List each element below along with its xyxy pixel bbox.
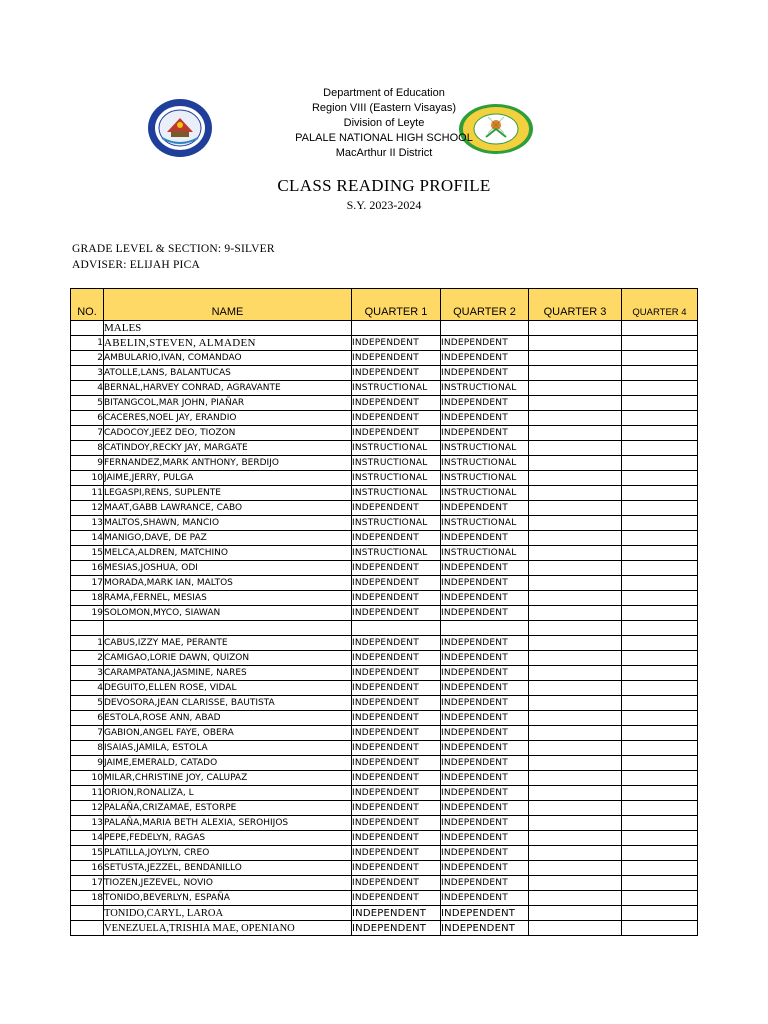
- quarter-4-level: [622, 921, 698, 936]
- males-section-row: [71, 321, 698, 336]
- student-name: PALAÑA,CRIZAMAE, ESTORPE: [104, 801, 352, 816]
- header-region: Region VIII (Eastern Visayas): [311, 102, 457, 114]
- quarter-2-level: INDEPENDENT: [441, 426, 529, 441]
- quarter-3-level: [529, 486, 622, 501]
- quarter-3-level: [529, 591, 622, 606]
- quarter-4-level: [622, 906, 698, 921]
- quarter-3-level: [529, 531, 622, 546]
- quarter-3-level: [529, 666, 622, 681]
- quarter-3-level: [529, 426, 622, 441]
- quarter-2-level: INDEPENDENT: [441, 846, 529, 861]
- row-number: 15: [71, 846, 104, 861]
- quarter-4-level: [622, 576, 698, 591]
- header-name: NAME: [104, 289, 352, 321]
- row-number: 8: [71, 441, 104, 456]
- row-number: 18: [71, 591, 104, 606]
- student-name: MALTOS,SHAWN, MANCIO: [104, 516, 352, 531]
- quarter-2-level: INDEPENDENT: [441, 501, 529, 516]
- student-name: SOLOMON,MYCO, SIAWAN: [104, 606, 352, 621]
- quarter-1-level: INDEPENDENT: [352, 576, 441, 591]
- quarter-2-level: INDEPENDENT: [441, 351, 529, 366]
- table-row: [71, 396, 698, 411]
- header-quarter-4: QUARTER 4: [622, 289, 698, 321]
- quarter-3-level: [529, 756, 622, 771]
- student-name: ATOLLE,LANS, BALANTUCAS: [104, 366, 352, 381]
- quarter-4-level: [622, 786, 698, 801]
- row-number: 11: [71, 786, 104, 801]
- quarter-1-level: INDEPENDENT: [352, 606, 441, 621]
- quarter-4-level: [622, 711, 698, 726]
- table-row: [71, 591, 698, 606]
- quarter-1-level: INDEPENDENT: [352, 426, 441, 441]
- quarter-1-level: INDEPENDENT: [352, 771, 441, 786]
- student-name: ORION,RONALIZA, L: [104, 786, 352, 801]
- row-number: 9: [71, 756, 104, 771]
- quarter-2-level: INDEPENDENT: [441, 561, 529, 576]
- quarter-4-level: [622, 471, 698, 486]
- quarter-4-level: [622, 771, 698, 786]
- table-row: [71, 576, 698, 591]
- row-number: 13: [71, 816, 104, 831]
- school-year: S.Y. 2023-2024: [346, 198, 422, 212]
- table-row: [71, 876, 698, 891]
- quarter-4-level: [622, 726, 698, 741]
- quarter-2-level: INSTRUCTIONAL: [441, 546, 529, 561]
- table-row: [71, 381, 698, 396]
- reading-profile-table: [70, 288, 698, 936]
- quarter-3-level: [529, 336, 622, 351]
- quarter-2-level: INSTRUCTIONAL: [441, 486, 529, 501]
- grade-section: GRADE LEVEL & SECTION: 9-SILVER: [72, 243, 275, 255]
- quarter-3-level: [529, 561, 622, 576]
- student-name: ABELIN,STEVEN, ALMADEN: [104, 336, 352, 351]
- quarter-4-level: [622, 426, 698, 441]
- quarter-4-level: [622, 816, 698, 831]
- student-name: TIOZEN,JEZEVEL, NOVIO: [104, 876, 352, 891]
- row-number: 1: [71, 636, 104, 651]
- table-row: [71, 636, 698, 651]
- letterhead: [0, 86, 768, 161]
- table-row: [71, 786, 698, 801]
- separator-row: [71, 621, 698, 636]
- quarter-2-level: INDEPENDENT: [441, 531, 529, 546]
- quarter-4-level: [622, 516, 698, 531]
- student-name: TONIDO,BEVERLYN, ESPAÑA: [104, 891, 352, 906]
- quarter-4-level: [622, 546, 698, 561]
- quarter-3-level: [529, 876, 622, 891]
- header-quarter-2: QUARTER 2: [441, 289, 529, 321]
- row-number: 16: [71, 861, 104, 876]
- student-name: MANIGO,DAVE, DE PAZ: [104, 531, 352, 546]
- table-row: [71, 501, 698, 516]
- row-number: 16: [71, 561, 104, 576]
- quarter-2-level: INDEPENDENT: [441, 606, 529, 621]
- student-name: AMBULARIO,IVAN, COMANDAO: [104, 351, 352, 366]
- quarter-3-level: [529, 801, 622, 816]
- quarter-4-level: [622, 651, 698, 666]
- student-name: JAIME,EMERALD, CATADO: [104, 756, 352, 771]
- quarter-4-level: [622, 831, 698, 846]
- table-row: [71, 741, 698, 756]
- row-number: 7: [71, 726, 104, 741]
- student-name: ISAIAS,JAMILA, ESTOLA: [104, 741, 352, 756]
- quarter-1-level: INDEPENDENT: [352, 651, 441, 666]
- quarter-3-level: [529, 576, 622, 591]
- row-number: 6: [71, 711, 104, 726]
- row-number: 12: [71, 501, 104, 516]
- quarter-4-level: [622, 336, 698, 351]
- table-row: [71, 411, 698, 426]
- quarter-1-level: INSTRUCTIONAL: [352, 471, 441, 486]
- student-name: CATINDOY,RECKY JAY, MARGATE: [104, 441, 352, 456]
- quarter-4-level: [622, 591, 698, 606]
- quarter-1-level: INDEPENDENT: [352, 681, 441, 696]
- quarter-4-level: [622, 561, 698, 576]
- quarter-1-level: INDEPENDENT: [352, 786, 441, 801]
- quarter-4-level: [622, 861, 698, 876]
- student-name: MORADA,MARK IAN, MALTOS: [104, 576, 352, 591]
- header-school: PALALE NATIONAL HIGH SCHOOL: [295, 132, 473, 144]
- row-number: 2: [71, 651, 104, 666]
- quarter-3-level: [529, 381, 622, 396]
- row-number: 11: [71, 486, 104, 501]
- quarter-1-level: INSTRUCTIONAL: [352, 456, 441, 471]
- student-name: FERNANDEZ,MARK ANTHONY, BERDIJO: [104, 456, 352, 471]
- table-row: [71, 891, 698, 906]
- quarter-4-level: [622, 891, 698, 906]
- table-row: [71, 351, 698, 366]
- quarter-3-level: [529, 651, 622, 666]
- student-name: PLATILLA,JOYLYN, CREO: [104, 846, 352, 861]
- student-name: VENEZUELA,TRISHIA MAE, OPENIANO: [104, 921, 352, 936]
- table-row: [71, 906, 698, 921]
- row-number: 5: [71, 696, 104, 711]
- row-number: 17: [71, 576, 104, 591]
- table-row: [71, 861, 698, 876]
- quarter-2-level: INDEPENDENT: [441, 411, 529, 426]
- row-number: 17: [71, 876, 104, 891]
- row-number: [71, 906, 104, 921]
- table-row: [71, 711, 698, 726]
- quarter-2-level: INDEPENDENT: [441, 741, 529, 756]
- table-row: [71, 531, 698, 546]
- quarter-2-level: INDEPENDENT: [441, 396, 529, 411]
- table-row: [71, 471, 698, 486]
- quarter-1-level: INSTRUCTIONAL: [352, 381, 441, 396]
- student-name: RAMA,FERNEL, MESIAS: [104, 591, 352, 606]
- quarter-1-level: INDEPENDENT: [352, 741, 441, 756]
- table-row: [71, 561, 698, 576]
- table-row: [71, 921, 698, 936]
- quarter-2-level: INDEPENDENT: [441, 891, 529, 906]
- quarter-3-level: [529, 606, 622, 621]
- quarter-3-level: [529, 441, 622, 456]
- quarter-4-level: [622, 741, 698, 756]
- student-name: GABION,ANGEL FAYE, OBERA: [104, 726, 352, 741]
- quarter-3-level: [529, 846, 622, 861]
- quarter-3-level: [529, 546, 622, 561]
- quarter-2-level: INDEPENDENT: [441, 666, 529, 681]
- student-name: ESTOLA,ROSE ANN, ABAD: [104, 711, 352, 726]
- table-row: [71, 771, 698, 786]
- quarter-3-level: [529, 471, 622, 486]
- row-number: 2: [71, 351, 104, 366]
- quarter-1-level: INDEPENDENT: [352, 366, 441, 381]
- quarter-2-level: INDEPENDENT: [441, 876, 529, 891]
- quarter-4-level: [622, 876, 698, 891]
- quarter-2-level: INDEPENDENT: [441, 711, 529, 726]
- quarter-4-level: [622, 441, 698, 456]
- student-name: TONIDO,CARYL, LAROA: [104, 906, 352, 921]
- quarter-1-level: INDEPENDENT: [352, 846, 441, 861]
- quarter-2-level: INSTRUCTIONAL: [441, 381, 529, 396]
- table-row: [71, 516, 698, 531]
- quarter-2-level: INDEPENDENT: [441, 906, 529, 921]
- table-row: [71, 606, 698, 621]
- quarter-2-level: INDEPENDENT: [441, 861, 529, 876]
- quarter-1-level: INDEPENDENT: [352, 711, 441, 726]
- quarter-1-level: INDEPENDENT: [352, 336, 441, 351]
- student-name: DEGUITO,ELLEN ROSE, VIDAL: [104, 681, 352, 696]
- student-name: BITANGCOL,MAR JOHN, PIAÑAR: [104, 396, 352, 411]
- quarter-2-level: INDEPENDENT: [441, 636, 529, 651]
- quarter-2-level: INDEPENDENT: [441, 651, 529, 666]
- quarter-4-level: [622, 351, 698, 366]
- quarter-1-level: INDEPENDENT: [352, 801, 441, 816]
- quarter-4-level: [622, 411, 698, 426]
- row-number: 12: [71, 801, 104, 816]
- quarter-4-level: [622, 381, 698, 396]
- quarter-1-level: INDEPENDENT: [352, 816, 441, 831]
- row-number: 9: [71, 456, 104, 471]
- quarter-3-level: [529, 831, 622, 846]
- quarter-3-level: [529, 816, 622, 831]
- quarter-1-level: INDEPENDENT: [352, 636, 441, 651]
- quarter-3-level: [529, 741, 622, 756]
- quarter-1-level: INDEPENDENT: [352, 531, 441, 546]
- quarter-1-level: INDEPENDENT: [352, 351, 441, 366]
- quarter-2-level: INDEPENDENT: [441, 681, 529, 696]
- table-row: [71, 336, 698, 351]
- row-number: 10: [71, 771, 104, 786]
- quarter-4-level: [622, 456, 698, 471]
- quarter-4-level: [622, 531, 698, 546]
- header-division: Division of Leyte: [343, 117, 425, 129]
- quarter-3-level: [529, 516, 622, 531]
- adviser: ADVISER: ELIJAH PICA: [72, 259, 200, 271]
- row-number: 6: [71, 411, 104, 426]
- males-label: MALES: [104, 321, 352, 336]
- quarter-3-level: [529, 636, 622, 651]
- quarter-1-level: INDEPENDENT: [352, 411, 441, 426]
- row-number: 18: [71, 891, 104, 906]
- quarter-2-level: INDEPENDENT: [441, 336, 529, 351]
- quarter-1-level: INSTRUCTIONAL: [352, 516, 441, 531]
- quarter-2-level: INDEPENDENT: [441, 831, 529, 846]
- table-row: [71, 666, 698, 681]
- table-row: [71, 801, 698, 816]
- student-name: MESIAS,JOSHUA, ODI: [104, 561, 352, 576]
- quarter-4-level: [622, 486, 698, 501]
- quarter-1-level: INDEPENDENT: [352, 891, 441, 906]
- student-name: JAIME,JERRY, PULGA: [104, 471, 352, 486]
- quarter-1-level: INDEPENDENT: [352, 396, 441, 411]
- table-row: [71, 486, 698, 501]
- quarter-2-level: INSTRUCTIONAL: [441, 441, 529, 456]
- table-row: [71, 456, 698, 471]
- quarter-3-level: [529, 366, 622, 381]
- table-row: [71, 651, 698, 666]
- student-name: MILAR,CHRISTINE JOY, CALUPAZ: [104, 771, 352, 786]
- quarter-3-level: [529, 351, 622, 366]
- quarter-3-level: [529, 456, 622, 471]
- student-name: DEVOSORA,JEAN CLARISSE, BAUTISTA: [104, 696, 352, 711]
- quarter-3-level: [529, 696, 622, 711]
- quarter-4-level: [622, 846, 698, 861]
- quarter-1-level: INDEPENDENT: [352, 561, 441, 576]
- quarter-2-level: INDEPENDENT: [441, 366, 529, 381]
- student-name: PALAÑA,MARIA BETH ALEXIA, SEROHIJOS: [104, 816, 352, 831]
- quarter-1-level: INDEPENDENT: [352, 696, 441, 711]
- table-row: [71, 816, 698, 831]
- student-name: PEPE,FEDELYN, RAGAS: [104, 831, 352, 846]
- header-department: Department of Education: [323, 87, 445, 99]
- quarter-2-level: INDEPENDENT: [441, 576, 529, 591]
- row-number: 13: [71, 516, 104, 531]
- quarter-3-level: [529, 906, 622, 921]
- quarter-1-level: INDEPENDENT: [352, 831, 441, 846]
- quarter-1-level: INDEPENDENT: [352, 921, 441, 936]
- table-row: [71, 681, 698, 696]
- student-name: CADOCOY,JEEZ DEO, TIOZON: [104, 426, 352, 441]
- quarter-3-level: [529, 861, 622, 876]
- quarter-2-level: INDEPENDENT: [441, 921, 529, 936]
- quarter-3-level: [529, 711, 622, 726]
- row-number: 14: [71, 831, 104, 846]
- student-name: MELCA,ALDREN, MATCHINO: [104, 546, 352, 561]
- student-name: LEGASPI,RENS, SUPLENTE: [104, 486, 352, 501]
- header-quarter-3: QUARTER 3: [529, 289, 622, 321]
- quarter-4-level: [622, 366, 698, 381]
- quarter-4-level: [622, 606, 698, 621]
- row-number: 3: [71, 366, 104, 381]
- quarter-3-level: [529, 771, 622, 786]
- quarter-1-level: INSTRUCTIONAL: [352, 486, 441, 501]
- quarter-2-level: INDEPENDENT: [441, 591, 529, 606]
- row-number: 8: [71, 741, 104, 756]
- student-name: SETUSTA,JEZZEL, BENDANILLO: [104, 861, 352, 876]
- table-row: [71, 756, 698, 771]
- quarter-1-level: INDEPENDENT: [352, 861, 441, 876]
- quarter-4-level: [622, 681, 698, 696]
- header-district: MacArthur II District: [335, 147, 433, 159]
- quarter-3-level: [529, 726, 622, 741]
- row-number: 7: [71, 426, 104, 441]
- table-row: [71, 426, 698, 441]
- row-number: 4: [71, 381, 104, 396]
- quarter-1-level: INDEPENDENT: [352, 591, 441, 606]
- student-name: CAMIGAO,LORIE DAWN, QUIZON: [104, 651, 352, 666]
- table-header-row: [71, 289, 698, 321]
- document-title: CLASS READING PROFILE: [277, 176, 491, 195]
- quarter-2-level: INDEPENDENT: [441, 756, 529, 771]
- row-number: 15: [71, 546, 104, 561]
- table-row: [71, 846, 698, 861]
- quarter-3-level: [529, 501, 622, 516]
- quarter-4-level: [622, 666, 698, 681]
- row-number: [71, 921, 104, 936]
- header-quarter-1: QUARTER 1: [352, 289, 441, 321]
- table-row: [71, 726, 698, 741]
- quarter-2-level: INSTRUCTIONAL: [441, 471, 529, 486]
- quarter-3-level: [529, 921, 622, 936]
- table-row: [71, 441, 698, 456]
- row-number: 14: [71, 531, 104, 546]
- quarter-4-level: [622, 801, 698, 816]
- quarter-4-level: [622, 756, 698, 771]
- quarter-2-level: INDEPENDENT: [441, 726, 529, 741]
- quarter-4-level: [622, 396, 698, 411]
- quarter-2-level: INDEPENDENT: [441, 816, 529, 831]
- quarter-4-level: [622, 501, 698, 516]
- table-row: [71, 366, 698, 381]
- quarter-1-level: INSTRUCTIONAL: [352, 441, 441, 456]
- quarter-3-level: [529, 396, 622, 411]
- row-number: 5: [71, 396, 104, 411]
- quarter-3-level: [529, 891, 622, 906]
- student-name: MAAT,GABB LAWRANCE, CABO: [104, 501, 352, 516]
- quarter-3-level: [529, 411, 622, 426]
- student-name: CACERES,NOEL JAY, ERANDIO: [104, 411, 352, 426]
- header-no: NO.: [71, 289, 104, 321]
- quarter-2-level: INDEPENDENT: [441, 771, 529, 786]
- quarter-1-level: INDEPENDENT: [352, 501, 441, 516]
- quarter-1-level: INDEPENDENT: [352, 666, 441, 681]
- table-row: [71, 696, 698, 711]
- quarter-2-level: INDEPENDENT: [441, 786, 529, 801]
- quarter-1-level: INSTRUCTIONAL: [352, 546, 441, 561]
- student-name: CABUS,IZZY MAE, PERANTE: [104, 636, 352, 651]
- quarter-1-level: INDEPENDENT: [352, 726, 441, 741]
- quarter-4-level: [622, 636, 698, 651]
- quarter-3-level: [529, 786, 622, 801]
- table-row: [71, 831, 698, 846]
- quarter-1-level: INDEPENDENT: [352, 876, 441, 891]
- row-number: 3: [71, 666, 104, 681]
- quarter-2-level: INDEPENDENT: [441, 696, 529, 711]
- quarter-2-level: INDEPENDENT: [441, 801, 529, 816]
- quarter-1-level: INDEPENDENT: [352, 906, 441, 921]
- quarter-3-level: [529, 681, 622, 696]
- quarter-1-level: INDEPENDENT: [352, 756, 441, 771]
- quarter-2-level: INSTRUCTIONAL: [441, 516, 529, 531]
- row-number: 4: [71, 681, 104, 696]
- row-number: 1: [71, 336, 104, 351]
- table-row: [71, 546, 698, 561]
- student-name: BERNAL,HARVEY CONRAD, AGRAVANTE: [104, 381, 352, 396]
- quarter-4-level: [622, 696, 698, 711]
- row-number: 19: [71, 606, 104, 621]
- quarter-2-level: INSTRUCTIONAL: [441, 456, 529, 471]
- row-number: 10: [71, 471, 104, 486]
- student-name: CARAMPATANA,JASMINE, NARES: [104, 666, 352, 681]
